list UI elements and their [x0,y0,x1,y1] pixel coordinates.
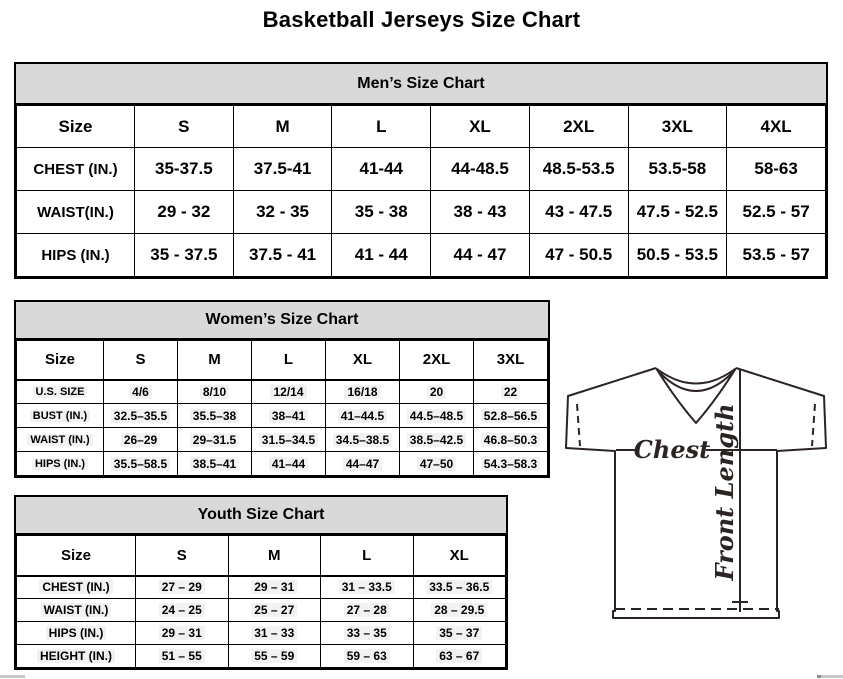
row-header-cell [17,234,135,277]
data-cell [228,622,321,645]
data-cell [104,452,178,476]
table-row [17,576,506,599]
cell-value: 44-48.5 [451,159,509,178]
data-cell [326,428,400,452]
table-row [17,645,506,668]
cell-value: 35-37.5 [155,159,213,178]
data-cell [400,404,474,428]
column-header: S [135,106,234,148]
row-header-cell [17,148,135,191]
cell-value: 27 – 28 [344,603,390,617]
column-header: XL [413,536,506,576]
data-cell [178,404,252,428]
data-cell [104,380,178,404]
data-cell [413,599,506,622]
data-cell [474,404,548,428]
cell-value: 43 - 47.5 [545,202,613,221]
cell-value: 34.5–38.5 [333,433,392,447]
data-cell [136,599,229,622]
data-cell [135,234,234,277]
cell-value: 38–41 [269,409,308,423]
cell-value: 29 - 32 [157,202,211,221]
cell-value: 24 – 25 [159,603,205,617]
cell-value: 29 – 31 [251,580,297,594]
column-header: Size [17,106,135,148]
column-header: S [136,536,229,576]
data-cell [252,452,326,476]
cell-value: 50.5 - 53.5 [636,245,718,264]
cell-value: 47–50 [417,457,456,471]
cell-value: 41 - 44 [354,245,408,264]
row-label: HIPS (IN.) [46,626,107,640]
data-cell [628,148,727,191]
cell-value: 35 - 37.5 [150,245,218,264]
data-cell [400,380,474,404]
data-cell [135,191,234,234]
womens-chart-title: Women’s Size Chart [16,302,548,340]
data-cell [431,234,530,277]
size-header-row [17,341,548,380]
cell-value: 29 – 31 [159,626,205,640]
jersey-diagram [560,362,832,622]
cell-value: 52.5 - 57 [742,202,810,221]
data-cell [321,622,414,645]
data-cell [252,380,326,404]
row-label: HIPS (IN.) [32,458,88,470]
cell-value: 38.5–41 [190,457,239,471]
table-row [17,622,506,645]
youth-chart-title: Youth Size Chart [16,497,506,535]
row-header-cell [17,599,136,622]
cell-value: 12/14 [270,385,306,399]
column-header: L [321,536,414,576]
size-header-row [17,536,506,576]
row-header-cell [17,404,104,428]
cell-value: 53.5 - 57 [742,245,810,264]
data-cell [252,404,326,428]
cell-value: 22 [501,385,520,399]
cell-value: 44.5–48.5 [407,409,466,423]
data-cell [332,148,431,191]
page-title: Basketball Jerseys Size Chart [262,7,581,32]
cell-value: 35.5–38 [190,409,239,423]
data-cell [400,428,474,452]
cell-value: 47 - 50.5 [545,245,613,264]
cell-value: 35 - 38 [354,202,408,221]
cell-value: 55 – 59 [251,649,297,663]
data-cell [413,645,506,668]
cell-value: 63 – 67 [436,649,482,663]
cell-value: 58-63 [754,159,798,178]
data-cell [136,645,229,668]
data-cell [178,380,252,404]
column-header: L [332,106,431,148]
cell-value: 16/18 [344,385,380,399]
data-cell [332,234,431,277]
column-header: 3XL [474,341,548,380]
data-cell [178,452,252,476]
data-cell [136,622,229,645]
cell-value: 31.5–34.5 [259,433,318,447]
data-cell [628,191,727,234]
cell-value: 35.5–58.5 [111,457,170,471]
table-row [17,428,548,452]
cell-value: 41–44 [269,457,308,471]
table-row [17,234,826,277]
cell-value: 25 – 27 [251,603,297,617]
cell-value: 8/10 [200,385,229,399]
data-cell [136,576,229,599]
size-header-row [17,106,826,148]
cell-value: 31 – 33 [251,626,297,640]
cell-value: 48.5-53.5 [542,159,615,178]
cell-value: 28 – 29.5 [431,603,487,617]
womens-size-table [16,340,548,476]
data-cell [628,234,727,277]
row-label: CHEST (IN.) [39,580,112,594]
data-cell [474,428,548,452]
column-header: 4XL [727,106,826,148]
data-cell [104,404,178,428]
data-cell [529,191,628,234]
row-label: WAIST(IN.) [37,203,114,221]
row-label: WAIST (IN.) [27,434,92,446]
column-header: M [178,341,252,380]
row-header-cell [17,191,135,234]
cell-value: 35 – 37 [436,626,482,640]
scrollbar-fragment-right[interactable] [817,675,843,678]
cell-value: 59 – 63 [344,649,390,663]
cell-value: 52.8–56.5 [481,409,540,423]
mens-size-table [16,105,826,277]
data-cell [228,645,321,668]
sleeve-stitch-left-icon [577,404,580,446]
data-cell [321,576,414,599]
column-header: S [104,341,178,380]
data-cell [135,148,234,191]
data-cell [104,428,178,452]
column-header: 2XL [400,341,474,380]
column-header: L [252,341,326,380]
cell-value: 26–29 [121,433,160,447]
data-cell [233,234,332,277]
cell-value: 41–44.5 [338,409,387,423]
row-header-cell [17,645,136,668]
row-header-cell [17,452,104,476]
data-cell [228,599,321,622]
data-cell [474,380,548,404]
mens-chart-title: Men’s Size Chart [16,64,826,105]
cell-value: 4/6 [129,385,152,399]
data-cell [413,622,506,645]
cell-value: 20 [427,385,446,399]
row-header-cell [17,576,136,599]
data-cell [178,428,252,452]
front-length-label: Front Length [710,403,739,581]
table-row [17,404,548,428]
column-header: M [233,106,332,148]
data-cell [326,452,400,476]
column-header: Size [17,341,104,380]
cell-value: 31 – 33.5 [339,580,395,594]
column-header: XL [431,106,530,148]
column-header: M [228,536,321,576]
cell-value: 47.5 - 52.5 [636,202,718,221]
cell-value: 53.5-58 [648,159,707,178]
data-cell [321,645,414,668]
chest-label: Chest [633,435,711,464]
table-row [17,148,826,191]
row-label: HEIGHT (IN.) [37,649,115,663]
cell-value: 44 - 47 [453,245,507,264]
row-header-cell [17,622,136,645]
column-header: 3XL [628,106,727,148]
cell-value: 54.3–58.3 [481,457,540,471]
cell-value: 33 – 35 [344,626,390,640]
row-header-cell [17,380,104,404]
cell-value: 32 - 35 [256,202,310,221]
row-label: BUST (IN.) [30,410,90,422]
column-header: XL [326,341,400,380]
row-label: WAIST (IN.) [41,603,112,617]
data-cell [413,576,506,599]
cell-value: 41-44 [359,159,403,178]
cell-value: 33.5 – 36.5 [426,580,492,594]
data-cell [233,191,332,234]
cell-value: 38.5–42.5 [407,433,466,447]
jersey-outline [566,368,826,618]
data-cell [727,234,826,277]
sleeve-stitch-right-icon [812,404,815,446]
row-label: U.S. SIZE [33,386,88,398]
table-row [17,191,826,234]
cell-value: 51 – 55 [159,649,205,663]
table-row [17,452,548,476]
data-cell [400,452,474,476]
youth-size-table [16,535,506,668]
table-row [17,599,506,622]
data-cell [529,148,628,191]
table-row [17,380,548,404]
column-header: Size [17,536,136,576]
data-cell [727,148,826,191]
cell-value: 38 - 43 [453,202,507,221]
data-cell [326,404,400,428]
data-cell [321,599,414,622]
data-cell [233,148,332,191]
data-cell [529,234,628,277]
column-header: 2XL [529,106,628,148]
mens-size-chart-section [14,62,828,279]
cell-value: 32.5–35.5 [111,409,170,423]
scrollbar-fragment-left[interactable] [0,675,25,678]
data-cell [326,380,400,404]
cell-value: 37.5 - 41 [249,245,317,264]
data-cell [474,452,548,476]
row-label: HIPS (IN.) [41,246,110,264]
cell-value: 44–47 [343,457,382,471]
row-label: CHEST (IN.) [33,160,118,178]
cell-value: 37.5-41 [253,159,312,178]
data-cell [431,148,530,191]
data-cell [727,191,826,234]
data-cell [228,576,321,599]
cell-value: 27 – 29 [159,580,205,594]
youth-size-chart-section [14,495,508,670]
collar-band-arc-inner [660,373,732,391]
row-header-cell [17,428,104,452]
data-cell [431,191,530,234]
data-cell [252,428,326,452]
cell-value: 46.8–50.3 [481,433,540,447]
womens-size-chart-section [14,300,550,478]
data-cell [332,191,431,234]
cell-value: 29–31.5 [190,433,239,447]
